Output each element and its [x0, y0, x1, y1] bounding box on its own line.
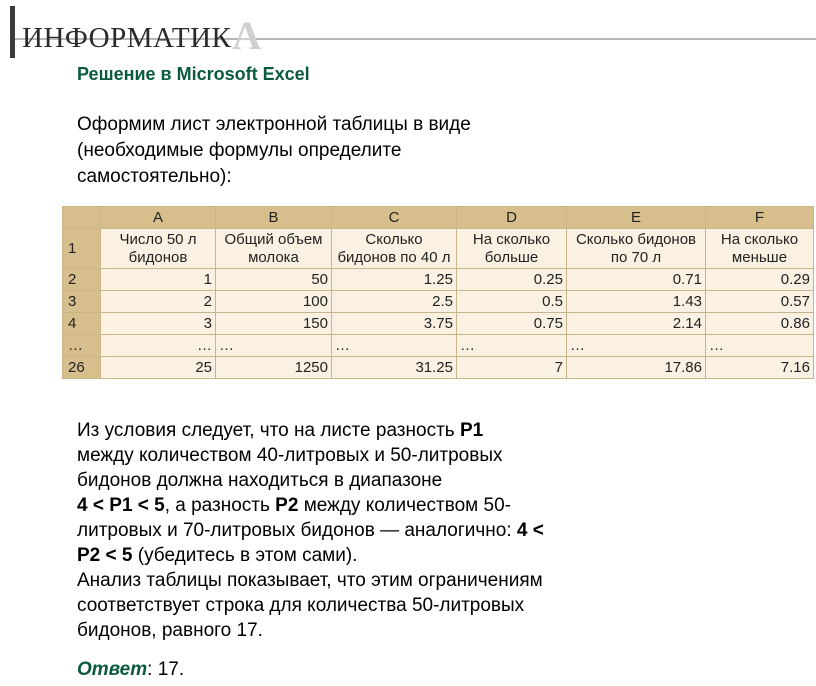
- column-header: F: [706, 207, 814, 229]
- column-header: B: [216, 207, 332, 229]
- answer-label: Ответ: [77, 659, 148, 680]
- table-cell: 150: [216, 313, 332, 335]
- table-cell: 1250: [216, 357, 332, 379]
- row-header: …: [63, 335, 101, 357]
- column-header: A: [101, 207, 216, 229]
- table-cell: …: [706, 335, 814, 357]
- brand-logo: ИНФОРМАТИКА: [22, 13, 262, 58]
- table-cell: …: [216, 335, 332, 357]
- table-cell: 1.43: [567, 291, 706, 313]
- table-row: [63, 291, 814, 313]
- table-row: [63, 357, 814, 379]
- answer-line: Ответ: 17.: [77, 659, 185, 680]
- table-row: [63, 335, 814, 357]
- column-header: E: [567, 207, 706, 229]
- brand-header: [0, 0, 816, 60]
- row-header: 1: [63, 229, 101, 269]
- column-header: D: [457, 207, 567, 229]
- table-cell: …: [101, 335, 216, 357]
- page-title: Решение в Microsoft Excel: [77, 64, 310, 84]
- table-row: [63, 229, 814, 269]
- row-header: 3: [63, 291, 101, 313]
- table-cell: 0.5: [457, 291, 567, 313]
- table-cell: …: [567, 335, 706, 357]
- table-cell: 3: [101, 313, 216, 335]
- table-cell: 25: [101, 357, 216, 379]
- table-cell: 0.71: [567, 269, 706, 291]
- explanation-text: Из условия следует, что на листе разность P1 между количеством 40-литровых и 50-литровых бидонов должна находиться в диапазоне 4 < P1 < 5, а разность P2 между количеством 50- литровых и 70-литровых бидонов — аналогично: 4 < P2 < 5 (убедитесь в этом сами). Анализ таблицы показывает, что этим ограничениям соответствует строка для количества 50-литровых бидонов, равного 17.: [77, 420, 544, 641]
- table-cell: Сколько бидонов по 70 л: [567, 229, 706, 269]
- table-cell: На сколько меньше: [706, 229, 814, 269]
- table-cell: 3.75: [332, 313, 457, 335]
- corner-cell: [63, 207, 101, 229]
- table-cell: 1: [101, 269, 216, 291]
- column-header: C: [332, 207, 457, 229]
- table-cell: Общий объем молока: [216, 229, 332, 269]
- column-header-row: [63, 207, 814, 229]
- table-cell: 7.16: [706, 357, 814, 379]
- table-row: [63, 269, 814, 291]
- intro-text: Оформим лист электронной таблицы в виде (необходимые формулы определите самостоятельно):: [77, 114, 471, 187]
- table-cell: На сколько больше: [457, 229, 567, 269]
- table-cell: …: [457, 335, 567, 357]
- row-header: 2: [63, 269, 101, 291]
- table-cell: 17.86: [567, 357, 706, 379]
- brand-bar: [10, 6, 15, 58]
- table-cell: 31.25: [332, 357, 457, 379]
- table-cell: 0.86: [706, 313, 814, 335]
- row-header: 4: [63, 313, 101, 335]
- table-cell: 1.25: [332, 269, 457, 291]
- table-cell: 0.75: [457, 313, 567, 335]
- spreadsheet-table: [62, 206, 814, 379]
- table-cell: Сколько бидонов по 40 л: [332, 229, 457, 269]
- table-cell: 50: [216, 269, 332, 291]
- table-row: [63, 313, 814, 335]
- table-cell: 2.5: [332, 291, 457, 313]
- table-cell: 7: [457, 357, 567, 379]
- answer-value: 17.: [152, 659, 185, 680]
- table-cell: 0.57: [706, 291, 814, 313]
- row-header: 26: [63, 357, 101, 379]
- table-cell: …: [332, 335, 457, 357]
- table-cell: 100: [216, 291, 332, 313]
- table-cell: 0.29: [706, 269, 814, 291]
- table-cell: 2.14: [567, 313, 706, 335]
- table-cell: 2: [101, 291, 216, 313]
- table-cell: 0.25: [457, 269, 567, 291]
- table-cell: Число 50 л бидонов: [101, 229, 216, 269]
